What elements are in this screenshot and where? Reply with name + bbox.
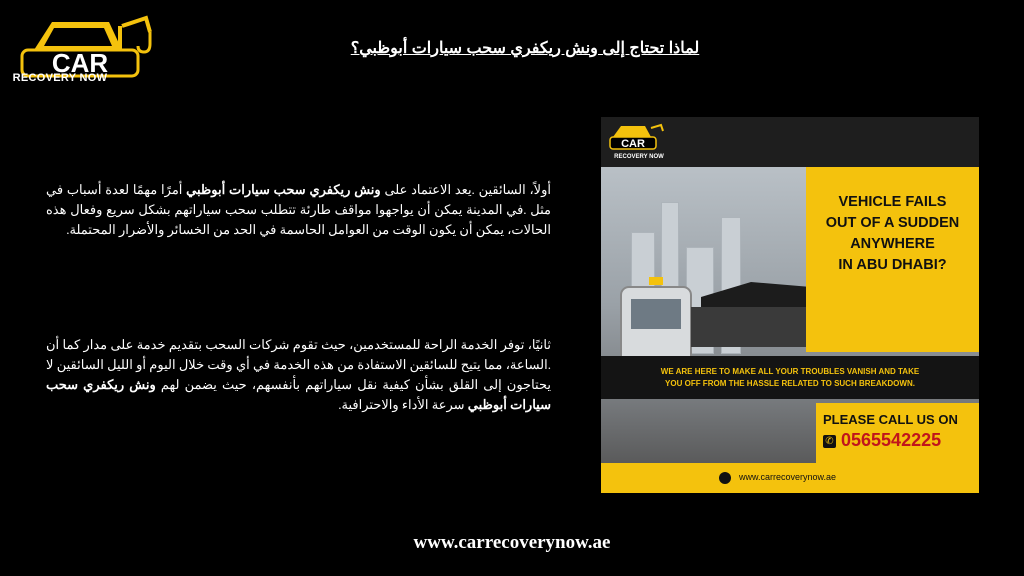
headline-line-3: ANYWHERE	[850, 236, 935, 252]
footer-website-link[interactable]: www.carrecoverynow.ae	[413, 532, 611, 553]
phone-number[interactable]: 0565542225	[841, 430, 942, 450]
ad-message-line-1: WE ARE HERE TO MAKE ALL YOUR TROUBLES VANISH AND TAKE	[660, 367, 920, 376]
logo-main-text: CAR	[51, 48, 109, 78]
ad-logo-main-text: CAR	[621, 138, 645, 150]
ad-message	[611, 366, 969, 390]
paragraph1-keyword: ونش ريكفري سحب سيارات أبوظبي	[186, 182, 381, 197]
call-label: PLEASE CALL US ON	[823, 412, 958, 427]
paragraph-reasons	[46, 180, 551, 240]
logo-tagline: RECOVERY NOW	[12, 72, 108, 84]
ad-message-line-2: YOU OFF FROM THE HASSLE RELATED TO SUCH BREAKDOWN.	[665, 379, 915, 388]
ad-logo-icon	[607, 123, 669, 155]
headline-line-4: IN ABU DHABI?	[838, 257, 947, 273]
paragraph1-text-after: أمرًا مهمًا لعدة أسباب في مثل .في المدينة يمكن أن يواجهوا مواقف طارئة تتطلب سحب سياراتهم بشكل سريع وفعال هذه الحالات، يمكن أن يكون الوقت من العوامل الحاسمة في الحد من الخسائر والأضرار المحتملة.	[46, 182, 551, 237]
page-title: لماذا تحتاج إلى ونش ريكفري سحب سيارات أبوظبي؟	[350, 40, 700, 57]
ad-headline	[806, 192, 979, 276]
ad-logo-tagline: RECOVERY NOW	[614, 154, 664, 160]
globe-icon	[719, 472, 731, 484]
headline-line-1: VEHICLE FAILS	[838, 194, 947, 210]
headline-line-2: OUT OF A SUDDEN	[825, 215, 960, 231]
paragraph2-text-after: سرعة الأداء والاحترافية.	[338, 397, 468, 412]
paragraph2-text-before: ثانيًا، توفر الخدمة الراحة للمستخدمين، حيث تقوم شركات السحب بتقديم خدمة على مدار كما أن .الساعة، مما يتيح للسائقين الاستفادة من هذه الخدمة في أي وقت خلال اليوم أو الليل السائقين لا يحتاجون إلى القلق بشأن كيفية نقل سياراتهم بأنفسهم، حيث يضمن لهم	[46, 337, 551, 392]
phone-icon: ✆	[823, 435, 836, 448]
paragraph-convenience	[46, 335, 551, 415]
ad-website[interactable]: www.carrecoverynow.ae	[739, 472, 837, 482]
advertisement-banner	[601, 117, 979, 493]
paragraph2-keyword: ونش ريكفري سحب سيارات أبوظبي	[46, 377, 551, 412]
paragraph1-text-before: أولاً، السائقين .يعد الاعتماد على	[380, 182, 551, 197]
